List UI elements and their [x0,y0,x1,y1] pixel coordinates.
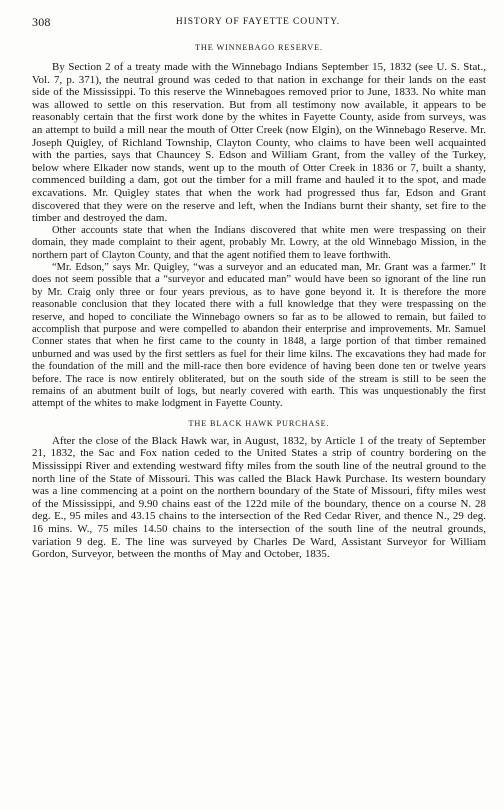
section-heading: THE BLACK HAWK PURCHASE. [188,418,330,428]
section-winnebago-reserve [32,42,486,411]
section-black-hawk-purchase [32,418,486,561]
running-title: HISTORY OF FAYETTE COUNTY. [175,17,341,27]
section-heading: THE WINNEBAGO RESERVE. [195,43,323,52]
page-number: 308 [32,15,51,29]
paragraph: “Mr. Edson,” says Mr. Quigley, “was a surveyor and an educated man, Mr. Grant was a farmer.” It does not seem possible that a “surveyor and educated man” would have been so ignorant of the line run by Mr. Craig only three or four years previous, as to have gone beyond it. It is therefore the more reasonable conclusion that they located there with a full knowledge that they were trespassing on the reserve, and hoped to conciliate the Winnebago owners so far as to be allowed to remain, but failed to accomplish that purpose and were compelled to abandon their enterprise and improvements. Mr. Samuel Conner states that when he first came to the county in 1848, a large portion of that timber remained unburned and was used by the first settlers as fuel for their lime kilns. The excavations they had made for the foundation of the mill and the mill-race then bore evidence of having been done ten or twelve years before. The race is now entirely obliterated, but on the south side of the stream is still to be seen the remains of an abutment built of logs, but nearly covered with earth. This was unquestionably the first attempt of the whites to make lodgment in Fayette County. [32,261,486,410]
paragraph: After the close of the Black Hawk war, in August, 1832, by Article 1 of the treaty of September 21, 1832, the Sac and Fox nation ceded to the United States a strip of country bordering on the Mississippi River and extending westward fifty miles from the south line of the neutral ground to the north line of the State of Missouri. This was called the Black Hawk Purchase. Its western boundary was a line commencing at a point on the northern boundary of the State of Missouri, fifty miles west of the Mississippi, and 9.90 chains east of the 122d mile of the boundary, thence on a course N. 28 deg. E., 95 miles and 43.15 chains to the intersection of the Red Cedar River, and thence N., 29 deg. 16 mins. W., 75 miles 14.50 chains to the intersection of the south line of the neutral grounds, variation 9 deg. E. The line was surveyed by Charles De Ward, Assistant Surveyor for William Gordon, Surveyor, between the months of May and October, 1835. [32,434,486,561]
paragraph: Other accounts state that when the Indians discovered that white men were trespassing on their domain, they made complaint to their agent, probably Mr. Lowry, at the old Winnebago Mission, in the northern part of Clayton County, and that the agent notified them to leave forthwith. [32,224,486,261]
paragraph: By Section 2 of a treaty made with the Winnebago Indians September 15, 1832 (see U. S. Stat., Vol. 7, p. 371), the neutral ground was ceded to that nation in exchange for their lands on the east side of the Mississippi. To this reserve the Winnebagoes removed prior to June, 1833. No white man was allowed to settle on this reservation. But from all testimony now available, it appears to be reasonably certain that the first work done by the whites in Fayette County, aside from surveys, was an attempt to build a mill near the mouth of Otter Creek (now Elgin), on the Winnebago Reserve. Mr. Joseph Quigley, of Richland Township, Clayton County, who claims to have been well acquainted with the parties, says that Chauncey S. Edson and William Grant, from the valley of the Turkey, below where Elkader now stands, went up to the mouth of Otter Creek in 1836 or 7, built a shanty, commenced building a dam, got out the timber for a mill frame and hauled it to the spot, and made excavations. Mr. Quigley states that when the work had progressed thus far, Edson and Grant discovered that they were on the reserve and left, when the Indians burnt their shanty, set fire to the timber and destroyed the dam. [32,61,486,225]
page-body [32,42,486,561]
running-header [32,15,484,29]
